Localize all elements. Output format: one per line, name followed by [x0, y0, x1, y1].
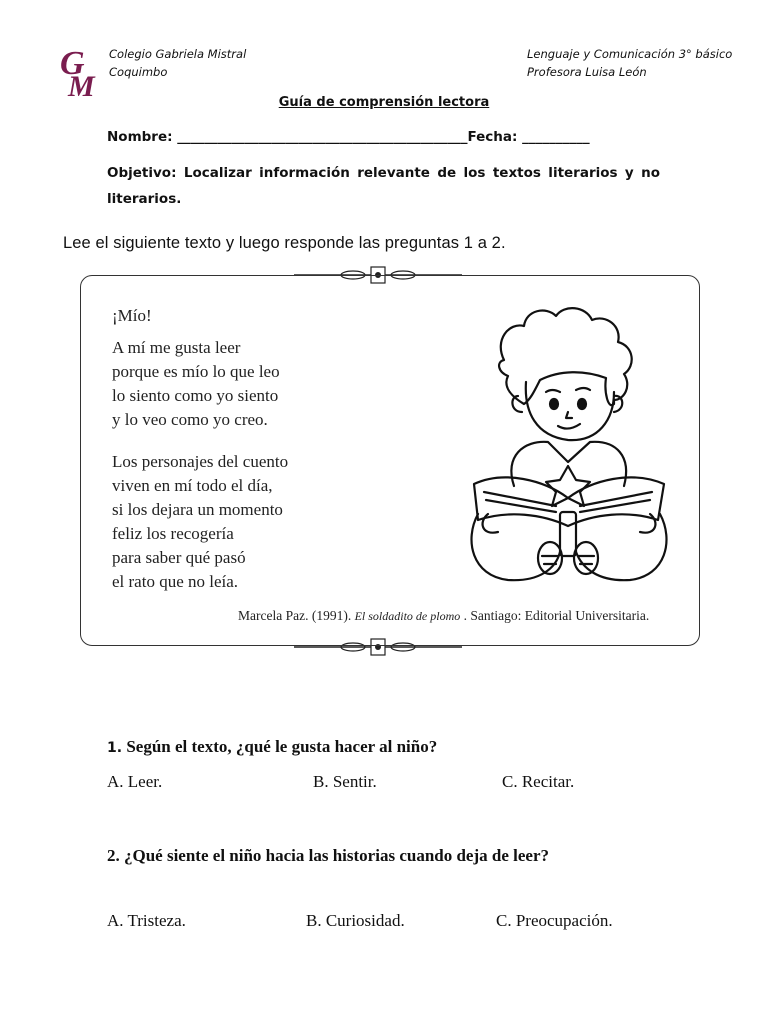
poem-stanza-2 [112, 450, 288, 594]
poem-line: el rato que no leía. [112, 572, 239, 591]
page-title: Guía de comprensión lectora [278, 95, 490, 110]
objective-text: Objetivo: Localizar información relevante de los textos literarios y no literarios. [107, 165, 660, 207]
option-1b[interactable]: B. Sentir. [313, 772, 377, 791]
poem-stanza-1 [112, 336, 280, 432]
poem-citation: Marcela Paz. (1991). El soldadito de plomo . Santiago: Editorial Universitaria. [238, 608, 650, 623]
poem-line: Los personajes del cuento [112, 452, 289, 471]
svg-text:G: G [60, 45, 85, 82]
option-2a[interactable]: A. Tristeza. [107, 911, 186, 930]
poem-line: lo siento como yo siento [112, 386, 279, 405]
poem-line: y lo veo como yo creo. [112, 410, 268, 429]
school-city: Coquimbo [109, 65, 168, 79]
option-1c[interactable]: C. Recitar. [502, 772, 575, 791]
school-logo [58, 44, 98, 100]
question-1: 1. Según el texto, ¿qué le gusta hacer al niño? [107, 737, 438, 756]
poem-line: feliz los recogería [112, 524, 234, 543]
poem-line: porque es mío lo que leo [112, 362, 280, 381]
teacher-label: Profesora Luisa León [527, 65, 647, 79]
question-2: 2. ¿Qué siente el niño hacia las historias cuando deja de leer? [107, 846, 549, 865]
poem-line: para saber qué pasó [112, 548, 246, 567]
header-left [109, 45, 246, 81]
poem-line: viven en mí todo el día, [112, 476, 273, 495]
option-2b[interactable]: B. Curiosidad. [306, 911, 405, 930]
subject-label: Lenguaje y Comunicación 3° básico [527, 47, 733, 61]
instruction-text: Lee el siguiente texto y luego responde las preguntas 1 a 2. [63, 234, 506, 252]
poem-title: ¡Mío! [112, 306, 152, 325]
poem-line: A mí me gusta leer [112, 338, 241, 357]
name-date-field[interactable]: Nombre: ___________________________________________Fecha: __________ [107, 129, 590, 145]
poem-line: si los dejara un momento [112, 500, 283, 519]
citation-book: El soldadito de plomo [354, 609, 461, 623]
school-name: Colegio Gabriela Mistral [109, 47, 247, 61]
header-right [527, 45, 732, 81]
option-1a[interactable]: A. Leer. [107, 772, 163, 791]
svg-text:M: M [68, 70, 95, 100]
option-2c[interactable]: C. Preocupación. [496, 911, 613, 930]
boy-reading-illustration [464, 300, 674, 590]
